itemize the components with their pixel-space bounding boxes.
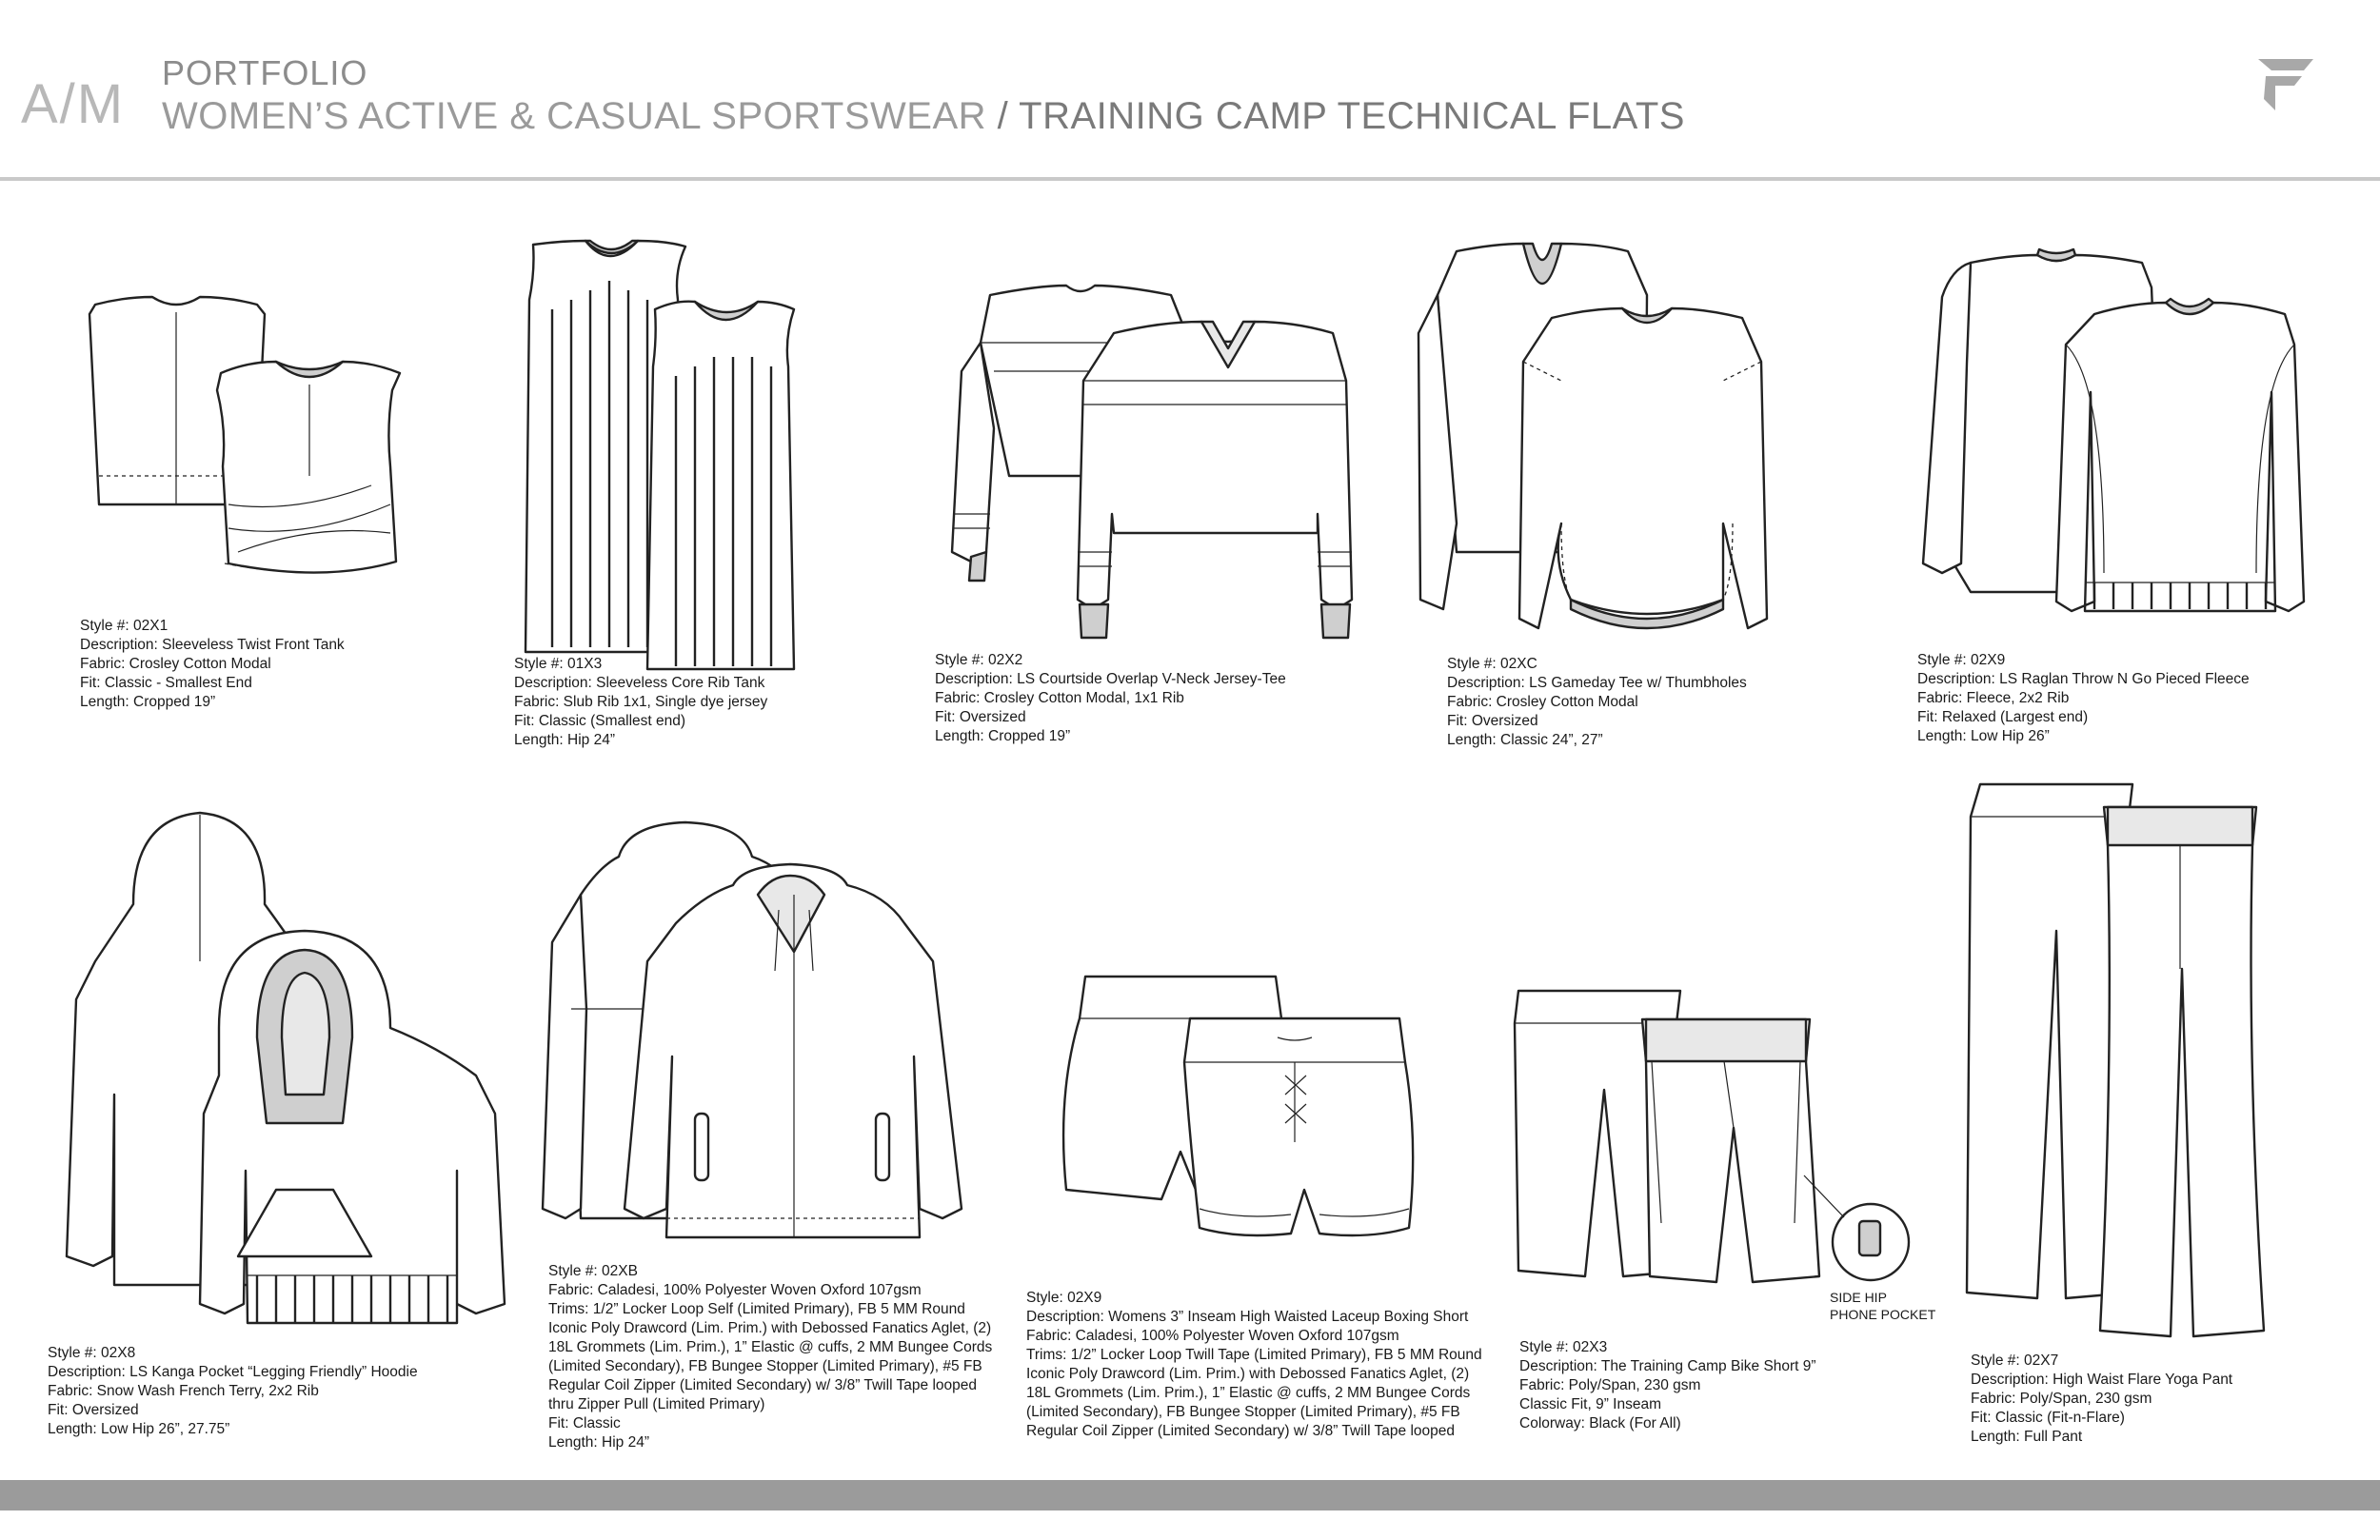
spec-line: Description: Sleeveless Twist Front Tank — [80, 637, 345, 653]
spec-line: Description: LS Gameday Tee w/ Thumbholes — [1447, 675, 1747, 691]
spec-line: Style #: 02X9 — [1917, 652, 2006, 668]
spec-line: Fabric: Poly/Span, 230 gsm — [1971, 1391, 2152, 1407]
spec-line: Length: Low Hip 26” — [1917, 728, 2050, 744]
style-02xb-spec — [548, 1262, 992, 1452]
spec-line: Style #: 02X8 — [48, 1345, 136, 1361]
spec-line: Fabric: Crosley Cotton Modal, 1x1 Rib — [935, 690, 1184, 706]
subtitle-category: WOMEN’S ACTIVE & CASUAL SPORTSWEAR — [162, 95, 987, 137]
spec-line: Description: LS Courtside Overlap V-Neck Jersey-Tee — [935, 671, 1286, 687]
spec-line: Description: Sleeveless Core Rib Tank — [514, 675, 765, 691]
spec-line: Fabric: Caladesi, 100% Polyester Woven Oxford 107gsm — [548, 1282, 922, 1298]
spec-line: Fabric: Crosley Cotton Modal — [1447, 694, 1638, 710]
spec-line: Fit: Classic (Smallest end) — [514, 713, 686, 729]
flat-flare-yoga-pant — [1961, 779, 2266, 1340]
spec-line: Iconic Poly Drawcord (Lim. Prim.) with Debossed Fanatics Aglet, (2) — [1026, 1366, 1470, 1382]
spec-line: (Limited Secondary), FB Bungee Stopper (Limited Primary), #5 FB — [548, 1358, 982, 1374]
spec-line: Iconic Poly Drawcord (Lim. Prim.) with Debossed Fanatics Aglet, (2) — [548, 1320, 992, 1336]
flat-laceup-boxing-short — [1057, 971, 1418, 1247]
flat-bike-short — [1509, 985, 1918, 1290]
flat-raglan-fleece — [1914, 249, 2304, 640]
monogram: A/M — [21, 73, 126, 135]
spec-line: Style #: 01X3 — [514, 656, 603, 672]
spec-line: 18L Grommets (Lim. Prim.), 1” Elastic @ cuffs, 2 MM Bungee Cords — [1026, 1385, 1471, 1401]
spec-line: Trims: 1/2” Locker Loop Twill Tape (Limited Primary), FB 5 MM Round — [1026, 1347, 1482, 1363]
style-02x2-spec — [935, 651, 1286, 746]
spec-line: Fabric: Caladesi, 100% Polyester Woven Oxford 107gsm — [1026, 1328, 1399, 1344]
spec-line: thru Zipper Pull (Limited Primary) — [548, 1396, 765, 1412]
spec-line: Fabric: Slub Rib 1x1, Single dye jersey — [514, 694, 768, 710]
style-02x7-spec — [1971, 1352, 2232, 1447]
flat-gameday-tee — [1418, 238, 1809, 638]
style-02x1-spec — [80, 617, 345, 712]
spec-line: Style: 02X9 — [1026, 1290, 1102, 1306]
spec-line: Style #: 02X1 — [80, 618, 169, 634]
spec-line: Description: LS Kanga Pocket “Legging Friendly” Hoodie — [48, 1364, 418, 1380]
subtitle-collection: / TRAINING CAMP TECHNICAL FLATS — [986, 95, 1685, 137]
spec-line: Fabric: Snow Wash French Terry, 2x2 Rib — [48, 1383, 319, 1399]
spec-line: Classic Fit, 9” Inseam — [1519, 1396, 1662, 1412]
spec-line: (Limited Secondary), FB Bungee Stopper (Limited Primary), #5 FB — [1026, 1404, 1460, 1420]
spec-line: Colorway: Black (For All) — [1519, 1415, 1681, 1431]
spec-line: Length: Low Hip 26”, 27.75” — [48, 1421, 230, 1437]
flat-twist-front-tank — [86, 286, 400, 590]
spec-line: Regular Coil Zipper (Limited Secondary) w/ 3/8” Twill Tape looped — [1026, 1423, 1456, 1439]
spec-line: Description: Womens 3” Inseam High Waisted Laceup Boxing Short — [1026, 1309, 1469, 1325]
spec-line: Style #: 02X7 — [1971, 1352, 2059, 1369]
style-02x3-spec — [1519, 1338, 1816, 1433]
footer-bar — [0, 1480, 2380, 1510]
spec-line: Length: Classic 24”, 27” — [1447, 732, 1603, 748]
spec-line: Fit: Relaxed (Largest end) — [1917, 709, 2089, 725]
style-01x3-spec — [514, 655, 767, 750]
style-02x9-fleece-spec — [1917, 651, 2250, 746]
spec-line: Fit: Oversized — [1447, 713, 1538, 729]
flat-vneck-jersey-tee — [952, 276, 1352, 638]
flat-kanga-hoodie — [57, 809, 533, 1323]
style-02x9-short-spec — [1026, 1289, 1482, 1441]
spec-line: Regular Coil Zipper (Limited Secondary) w/ 3/8” Twill Tape looped — [548, 1377, 978, 1393]
spec-line: Description: LS Raglan Throw N Go Pieced Fleece — [1917, 671, 2250, 687]
spec-line: Fit: Classic — [548, 1415, 621, 1431]
spec-line: Trims: 1/2” Locker Loop Self (Limited Primary), FB 5 MM Round — [548, 1301, 965, 1317]
spec-line: Style #: 02XC — [1447, 656, 1537, 672]
spec-line: Fabric: Poly/Span, 230 gsm — [1519, 1377, 1701, 1393]
spec-line: Description: The Training Camp Bike Short 9” — [1519, 1358, 1816, 1374]
spec-line: Length: Hip 24” — [548, 1434, 649, 1451]
spec-line: Fit: Oversized — [935, 709, 1026, 725]
spec-line: 18L Grommets (Lim. Prim.), 1” Elastic @ cuffs, 2 MM Bungee Cords — [548, 1339, 993, 1355]
portfolio-title: PORTFOLIO — [162, 53, 368, 92]
phone-pocket-callout — [1830, 1289, 1935, 1323]
callout-line: SIDE HIP — [1830, 1290, 1887, 1305]
fanatics-flag-icon — [2254, 53, 2317, 116]
style-02xc-spec — [1447, 655, 1747, 750]
spec-line: Fit: Classic - Smallest End — [80, 675, 252, 691]
spec-line: Description: High Waist Flare Yoga Pant — [1971, 1372, 2233, 1388]
flat-zip-jacket — [543, 819, 971, 1256]
flat-core-rib-tank — [514, 233, 800, 671]
spec-line: Fabric: Crosley Cotton Modal — [80, 656, 271, 672]
spec-line: Fit: Oversized — [48, 1402, 139, 1418]
header-divider — [0, 177, 2380, 181]
callout-line: PHONE POCKET — [1830, 1307, 1936, 1322]
spec-line: Length: Cropped 19” — [935, 728, 1071, 744]
page-subtitle — [162, 95, 1685, 138]
style-02x8-spec — [48, 1344, 418, 1439]
spec-line: Style #: 02XB — [548, 1263, 638, 1279]
spec-line: Length: Full Pant — [1971, 1429, 2083, 1445]
spec-line: Length: Hip 24” — [514, 732, 615, 748]
spec-line: Style #: 02X3 — [1519, 1339, 1608, 1355]
spec-line: Fabric: Fleece, 2x2 Rib — [1917, 690, 2070, 706]
spec-line: Style #: 02X2 — [935, 652, 1023, 668]
spec-line: Length: Cropped 19” — [80, 694, 216, 710]
spec-line: Fit: Classic (Fit-n-Flare) — [1971, 1410, 2125, 1426]
